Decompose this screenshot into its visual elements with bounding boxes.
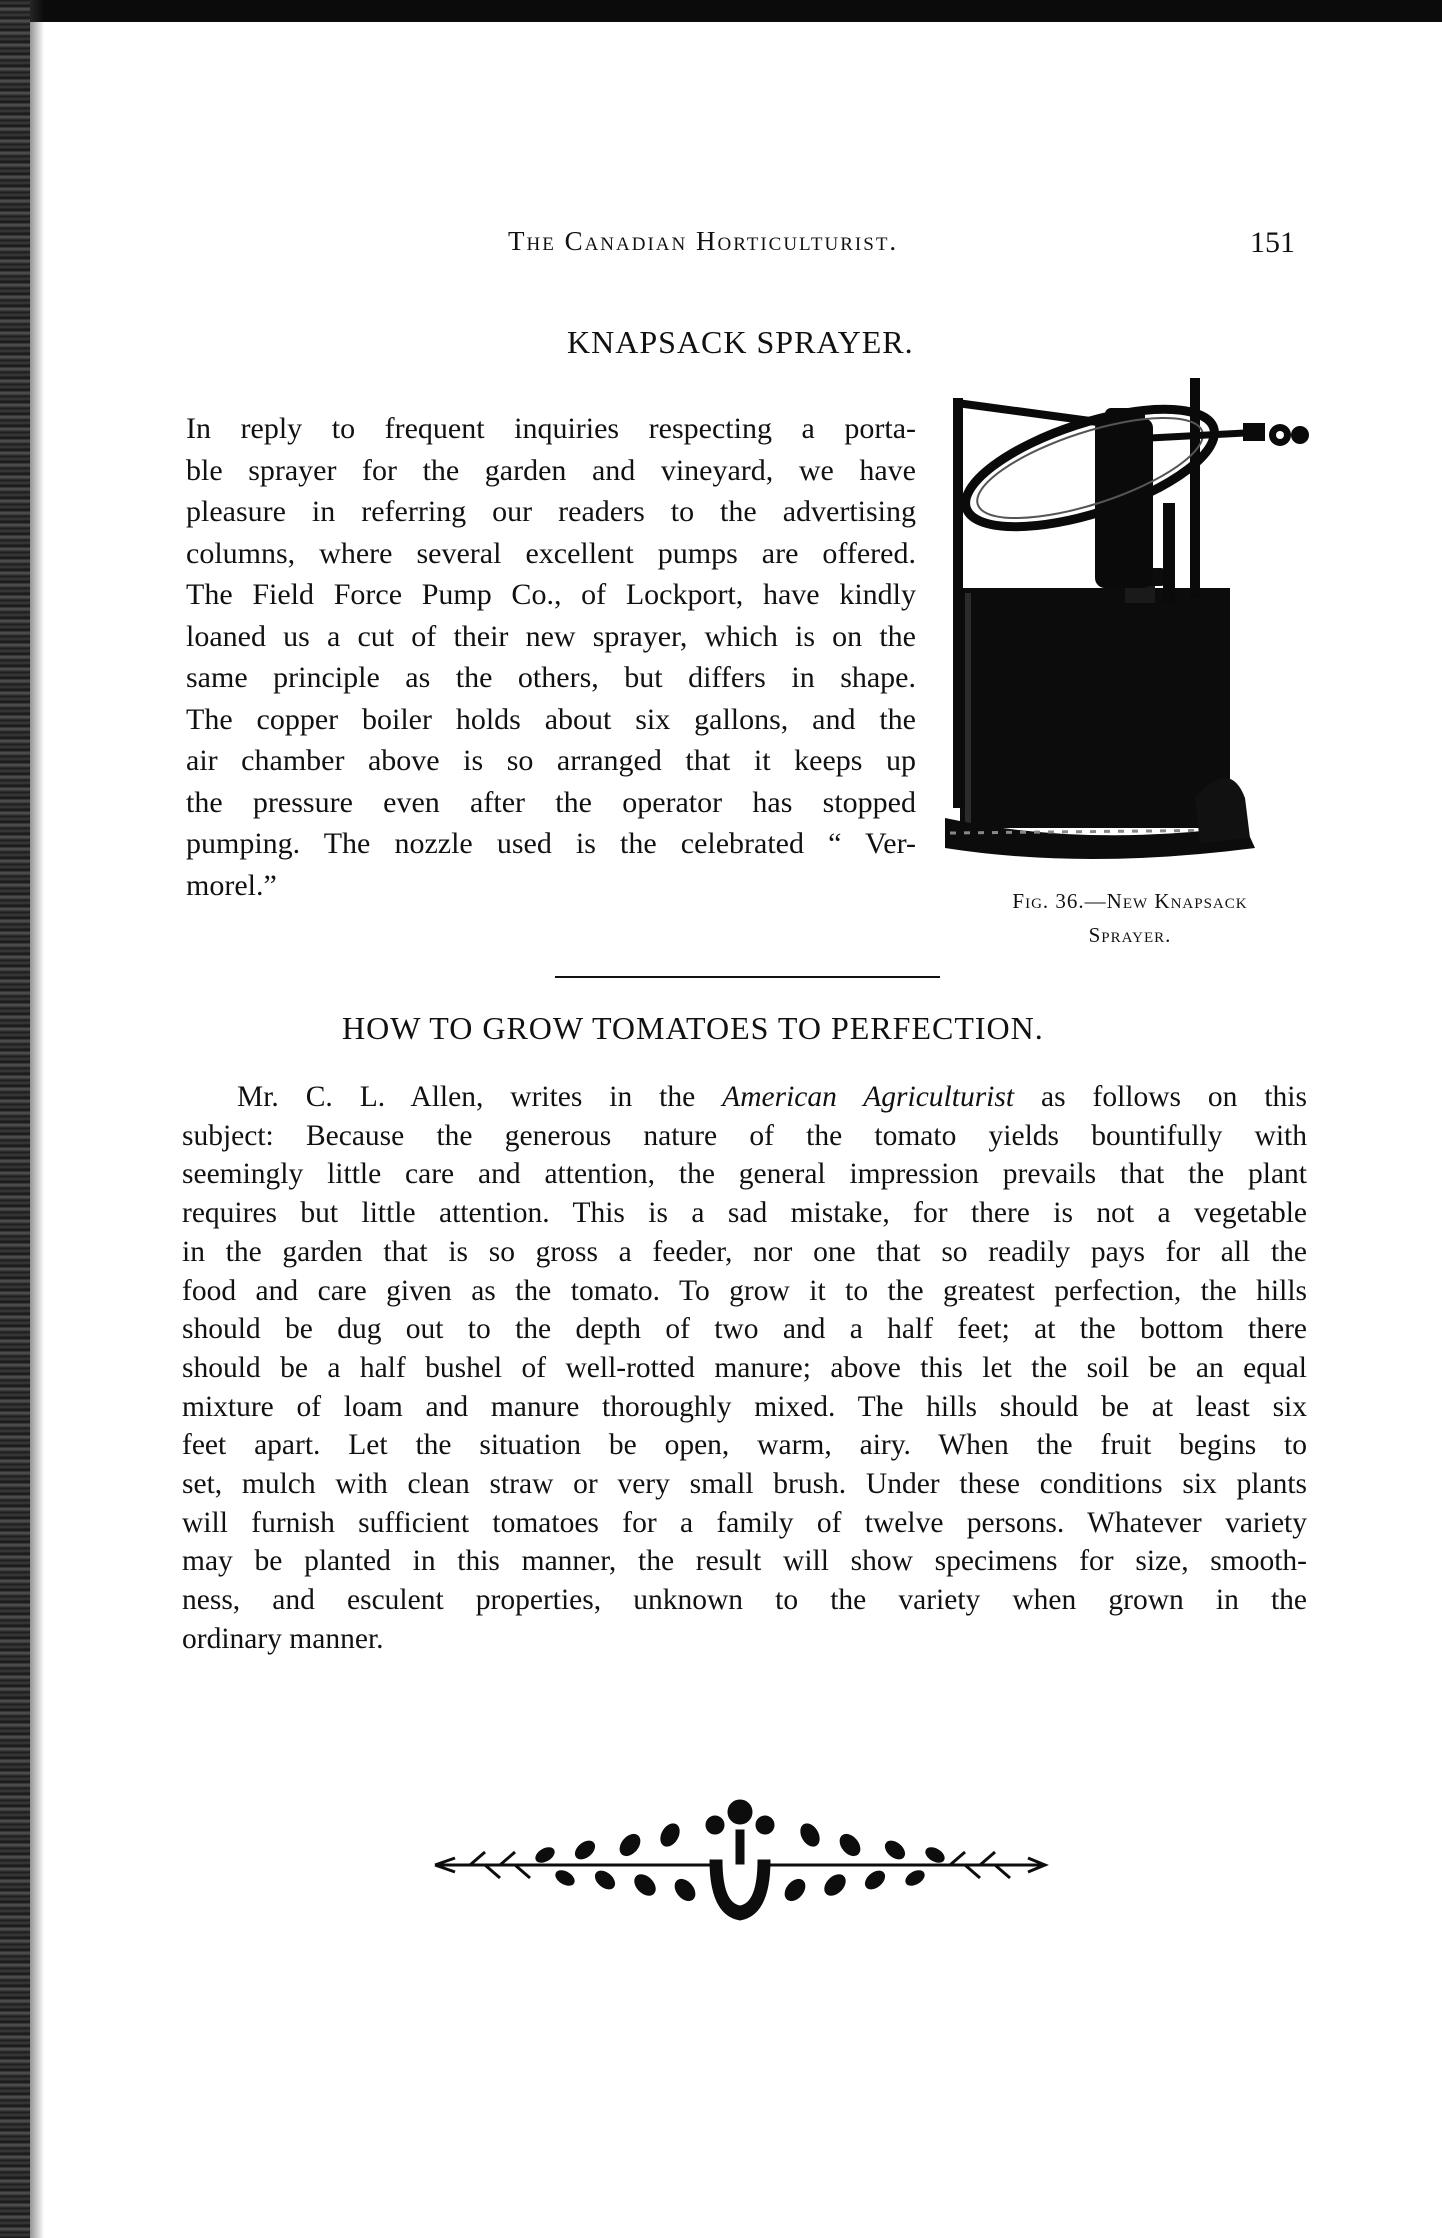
paragraph-line: ordinary manner.	[182, 1622, 384, 1655]
paragraph-line: food and care given as the tomato. To grow it to the greatest perfection, the hills	[182, 1274, 1307, 1307]
publication-title: American Agriculturist	[722, 1081, 1015, 1113]
horseshoe-floral-ornament-icon	[430, 1790, 1050, 1945]
paragraph-line: subject: Because the generous nature of the tomato yields bountifully with	[182, 1119, 1307, 1152]
paragraph-line: should be dug out to the depth of two and a half feet; at the bottom there	[182, 1313, 1307, 1346]
knapsack-sprayer-icon	[945, 378, 1320, 878]
paragraph-line: loaned us a cut of their new sprayer, which is on the	[186, 619, 916, 653]
paragraph-line: the pressure even after the operator has stopped	[186, 785, 916, 819]
paragraph-line: columns, where several excellent pumps are offered.	[186, 536, 916, 570]
article-heading-tomatoes: HOW TO GROW TOMATOES TO PERFECTION.	[342, 1010, 1044, 1046]
line-text: as follows on this	[1014, 1081, 1307, 1113]
tomatoes-paragraph	[182, 1078, 1307, 1659]
section-divider	[555, 976, 940, 978]
paragraph-line: in the garden that is so gross a feeder, nor one that so readily pays for all the	[182, 1235, 1307, 1268]
paragraph-line: ble sprayer for the garden and vineyard, we have	[186, 453, 916, 487]
paragraph-line	[182, 1078, 1307, 1117]
page-number: 151	[1250, 226, 1295, 259]
paragraph-line: The Field Force Pump Co., of Lockport, have kindly	[186, 578, 916, 611]
paragraph-line: will furnish sufficient tomatoes for a family of twelve persons. Whatever variety	[182, 1506, 1307, 1539]
journal-title: The Canadian Horticulturist.	[508, 226, 899, 256]
paragraph-line: The copper boiler holds about six gallons, and the	[186, 702, 916, 736]
scan-binding-edge	[0, 0, 30, 2238]
paragraph-line: pumping. The nozzle used is the celebrated “ Ver-	[186, 827, 916, 860]
running-head	[0, 226, 1442, 266]
paragraph-line: air chamber above is so arranged that it keeps up	[186, 744, 916, 777]
figure-caption	[960, 884, 1300, 952]
paragraph-line: should be a half bushel of well-rotted manure; above this let the soil be an equal	[182, 1351, 1307, 1384]
article-heading-knapsack: KNAPSACK SPRAYER.	[567, 324, 914, 360]
paragraph-line: may be planted in this manner, the result will show specimens for size, smooth-	[182, 1545, 1307, 1578]
paragraph-line: mixture of loam and manure thoroughly mixed. The hills should be at least six	[182, 1390, 1307, 1423]
paragraph-line: requires but little attention. This is a sad mistake, for there is not a vegetable	[182, 1197, 1307, 1230]
caption-line: Fig. 36.—New Knapsack	[1012, 889, 1248, 913]
paragraph-line: pleasure in referring our readers to the advertising	[186, 495, 916, 528]
knapsack-paragraph	[186, 408, 916, 906]
paragraph-line: feet apart. Let the situation be open, warm, airy. When the fruit begins to	[182, 1429, 1307, 1462]
paragraph-line: ness, and esculent properties, unknown to the variety when grown in the	[182, 1584, 1307, 1617]
caption-line: Sprayer.	[1088, 923, 1172, 947]
paragraph-line: same principle as the others, but differs in shape.	[186, 661, 916, 694]
sprayer-illustration	[945, 378, 1320, 958]
paragraph-line: set, mulch with clean straw or very small brush. Under these conditions six plants	[182, 1468, 1307, 1501]
paragraph-line: morel.”	[186, 868, 277, 902]
paragraph-line: seemingly little care and attention, the general impression prevails that the plant	[182, 1158, 1307, 1191]
line-text: Mr. C. L. Allen, writes in the	[237, 1081, 723, 1113]
scan-binding-shadow	[30, 0, 44, 2238]
paragraph-line: In reply to frequent inquiries respecting a porta-	[186, 412, 916, 445]
scan-top-edge	[0, 0, 1442, 22]
